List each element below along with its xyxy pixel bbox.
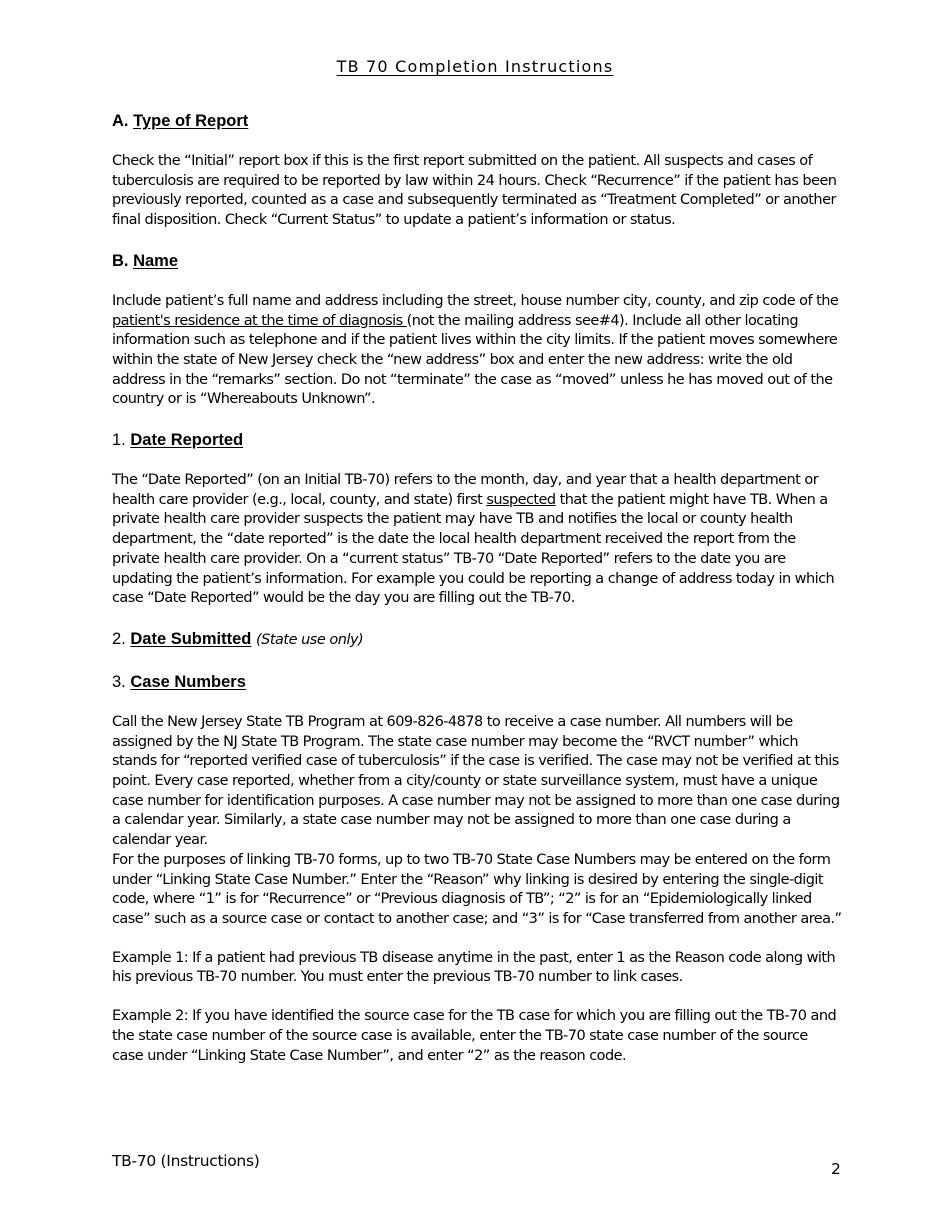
section-3-title: Case Numbers — [130, 672, 246, 691]
section-b-text-end: (not the mailing address see#4). Include all other locating information such as telephone and if the patient lives within the city limits. If the patient moves somewhere within the state of New Jersey check the “new address” box and enter the new address: write the old address in the “remarks” section. Do not “terminate” the case as “moved” unless he has moved out of the country or is “Whereabouts Unknown”. — [112, 312, 838, 408]
section-1-text-start: The “Date Reported” (on an Initial TB-70) refers to the month, day, and year that a health department or health care provider (e.g., local, county, and state) first — [112, 472, 819, 508]
section-b-prefix: B. — [112, 251, 129, 270]
section-1-prefix: 1. — [112, 431, 126, 450]
section-a-heading — [112, 110, 842, 132]
section-1-heading — [112, 429, 842, 451]
footer-form-label: TB-70 (Instructions) — [112, 1152, 260, 1170]
example-1: Example 1: If a patient had previous TB disease anytime in the past, enter 1 as the Reason code along with his previous TB-70 number. You must enter the previous TB-70 number to link cases. — [112, 949, 836, 986]
section-3-para-2: For the purposes of linking TB-70 forms, up to two TB-70 State Case Numbers may be entered on the form under “Linking State Case Number.” Enter the “Reason” why linking is desired by entering the single-digit code, where “1” is for “Recurrence” or “Previous diagnosis of TB”; “2” is for an “Epidemiologically linked case” such as a source case or contact to another case; and “3” is for “Case transferred from another area.” — [112, 851, 842, 927]
section-b-heading — [112, 250, 842, 272]
section-2-heading — [112, 628, 842, 651]
suspected-emphasis: suspected — [486, 491, 556, 508]
section-3-heading — [112, 671, 842, 693]
section-1-text-end: that the patient might have TB. When a private health care provider suspects the patient may have TB and notifies the local or county health department, the “date reported” is the date the local health department received the report from the private health care provider. On a “current status” TB-70 “Date Reported” refers to the date you are updating the patient’s information. For example you could be reporting a change of address today in which case “Date Reported” would be the day you are filling out the TB-70. — [112, 491, 835, 607]
page-number: 2 — [831, 1160, 841, 1178]
section-2-prefix: 2. — [112, 629, 126, 648]
section-2-note: (State use only) — [255, 631, 364, 648]
section-1-text — [112, 471, 842, 609]
section-a-text: Check the “Initial” report box if this is the first report submitted on the patient. All suspects and cases of tuberculosis are required to be reported by law within 24 hours. Check “Recurrence” if the patient has been previously reported, counted as a case and subsequently terminated as “Treatment Completed” or another final disposition. Check “Current Status” to update a patient’s information or status. — [112, 153, 837, 229]
section-2-title: Date Submitted — [130, 629, 252, 648]
section-a-prefix: A. — [112, 112, 129, 130]
section-b-text — [112, 292, 842, 410]
page-title: TB 70 Completion Instructions — [336, 57, 614, 76]
section-3-para-1: Call the New Jersey State TB Program at 609-826-4878 to receive a case number. All numbers will be assigned by the NJ State TB Program. The state case number may become the “RVCT number” which stands for “reported verified case of tuberculosis” if the case is verified. The case may not be verified at this point. Every case reported, whether from a city/county or state surveillance system, must have a unique case number for identification purposes. A case number may not be assigned to more than one case during a calendar year. Similarly, a state case number may not be assigned to more than one case during a calendar year. — [112, 713, 840, 849]
section-b-title: Name — [133, 251, 179, 270]
section-a-title: Type of Report — [133, 112, 249, 130]
example-2: Example 2: If you have identified the source case for the TB case for which you are filling out the TB-70 and the state case number of the source case is available, enter the TB-70 state case number of the source case under “Linking State Case Number”, and enter “2” as the reason code. — [112, 1008, 837, 1064]
section-b-text-start: Include patient’s full name and address including the street, house number city, county, and zip code of the — [112, 292, 839, 309]
residence-emphasis: patient's residence at the time of diagnosis — [112, 312, 407, 329]
section-1-title: Date Reported — [130, 431, 244, 450]
document-body — [112, 110, 842, 1085]
section-3-prefix: 3. — [112, 672, 126, 691]
